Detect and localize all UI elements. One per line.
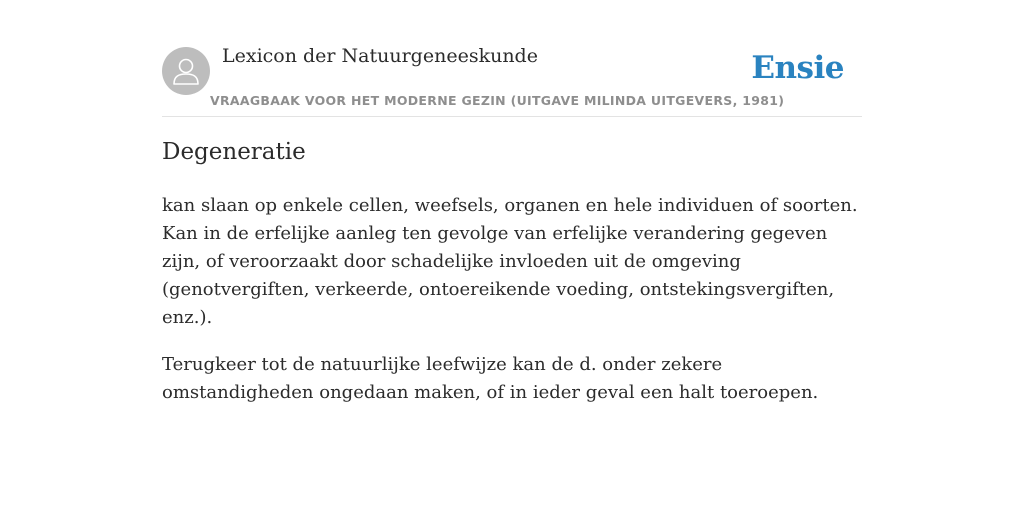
entry-body	[162, 192, 862, 426]
source-subtitle: VRAAGBAAK VOOR HET MODERNE GEZIN (UITGAVE MILINDA UITGEVERS, 1981)	[210, 93, 785, 108]
entry-paragraph: Terugkeer tot de natuurlijke leefwijze kan de d. onder zekere omstandigheden ongedaan maken, of in ieder geval een halt toeroepen.	[162, 354, 819, 403]
entry-paragraph: kan slaan op enkele cellen, weefsels, organen en hele individuen of soorten. Kan in de erfelijke aanleg ten gevolge van erfelijke verandering gegeven zijn, of veroorzaakt door schadelijke invloeden uit de omgeving (genotvergiften, verkeerde, ontoereikende voeding, ontstekingsvergiften, enz.).	[162, 195, 858, 328]
source-avatar[interactable]	[162, 47, 210, 95]
entry-title: Degeneratie	[162, 139, 306, 165]
source-header	[162, 40, 862, 117]
source-title[interactable]: Lexicon der Natuurgeneeskunde	[222, 45, 538, 67]
user-icon	[162, 47, 210, 95]
brand-logo[interactable]: Ensie	[751, 50, 844, 86]
